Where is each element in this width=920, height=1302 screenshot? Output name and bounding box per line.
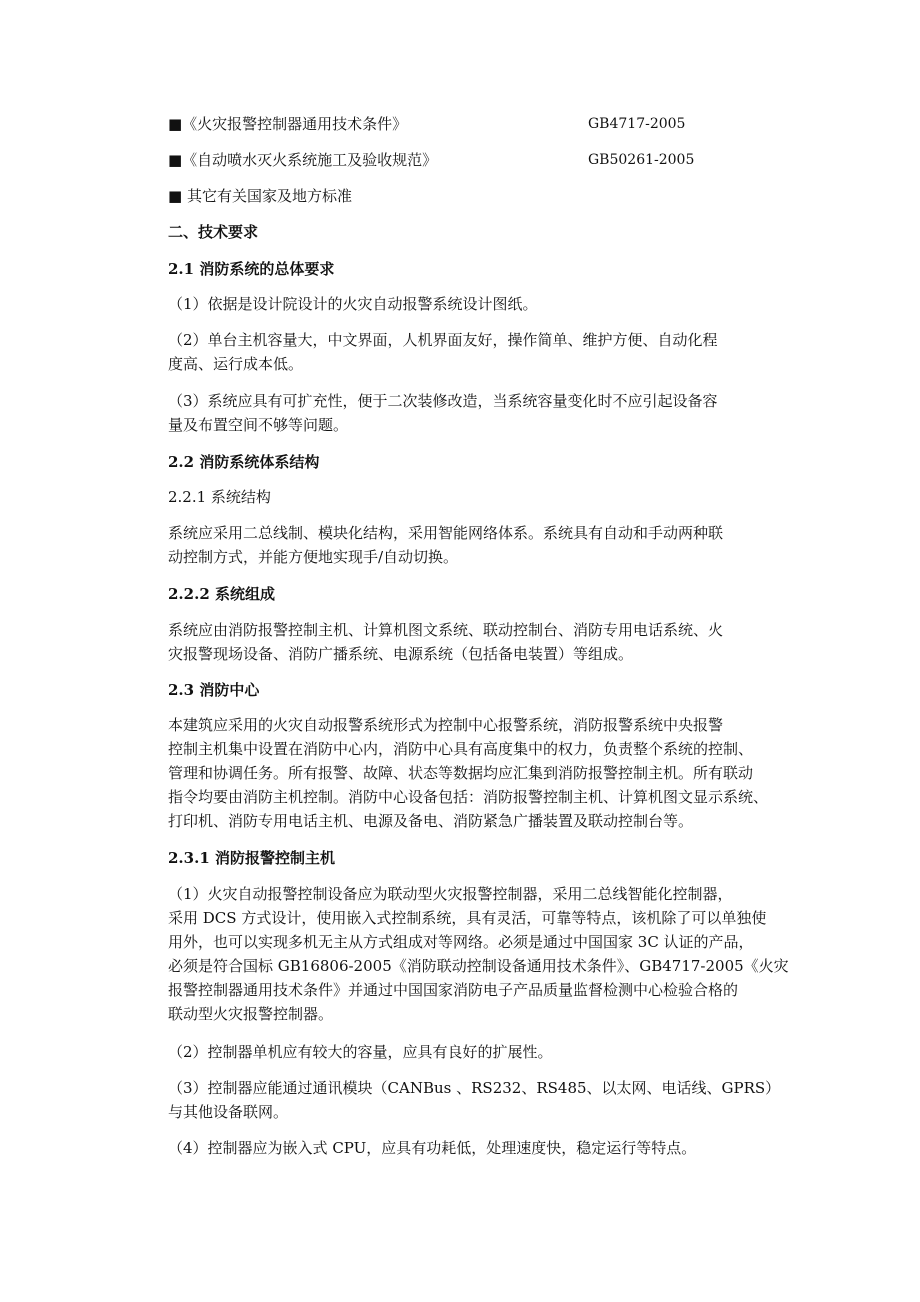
section-2-3-line-5: 打印机、消防专用电话主机、电源及备电、消防紧急广播装置及联动控制台等。 bbox=[168, 812, 694, 830]
section-2-heading: 二、技术要求 bbox=[168, 223, 259, 241]
section-2-1-heading: 2.1 消防系统的总体要求 bbox=[168, 260, 335, 278]
section-2-3-1-para-4: （4）控制器应为嵌入式 CPU，应具有功耗低，处理速度快，稳定运行等特点。 bbox=[168, 1139, 697, 1157]
section-2-3-1-para-1-line-1: （1）火灾自动报警控制设备应为联动型火灾报警控制器，采用二总线智能化控制器， bbox=[168, 885, 733, 903]
section-2-2-2-line-2: 灾报警现场设备、消防广播系统、电源系统（包括备电装置）等组成。 bbox=[168, 645, 634, 663]
section-2-1-para-3-line-1: （3）系统应具有可扩充性，便于二次装修改造，当系统容量变化时不应引起设备容 bbox=[168, 392, 718, 410]
section-2-3-1-heading: 2.3.1 消防报警控制主机 bbox=[168, 849, 335, 867]
section-2-3-line-2: 控制主机集中设置在消防中心内，消防中心具有高度集中的权力，负责整个系统的控制、 bbox=[168, 740, 754, 758]
section-2-2-2-heading: 2.2.2 系统组成 bbox=[168, 585, 275, 603]
section-2-3-line-4: 指令均要由消防主机控制。消防中心设备包括：消防报警控制主机、计算机图文显示系统、 bbox=[168, 788, 769, 806]
section-2-2-1-line-2: 动控制方式，并能方便地实现手/自动切换。 bbox=[168, 548, 459, 566]
section-2-2-1-line-1: 系统应采用二总线制、模块化结构，采用智能网络体系。系统具有自动和手动两种联 bbox=[168, 524, 724, 542]
standard-item-1-title: ■《火灾报警控制器通用技术条件》 bbox=[168, 115, 408, 133]
section-2-3-line-1: 本建筑应采用的火灾自动报警系统形式为控制中心报警系统，消防报警系统中央报警 bbox=[168, 716, 724, 734]
section-2-3-1-para-1-line-3: 用外，也可以实现多机无主从方式组成对等网络。必须是通过中国国家 3C 认证的产品， bbox=[168, 933, 754, 951]
section-2-1-para-1: （1）依据是设计院设计的火灾自动报警系统设计图纸。 bbox=[168, 295, 538, 313]
section-2-2-1-heading: 2.2.1 系统结构 bbox=[168, 488, 271, 506]
section-2-2-heading: 2.2 消防系统体系结构 bbox=[168, 453, 320, 471]
section-2-1-para-2-line-2: 度高、运行成本低。 bbox=[168, 355, 304, 373]
standard-item-3-title: ■ 其它有关国家及地方标准 bbox=[168, 187, 352, 205]
section-2-3-1-para-1-line-5: 报警控制器通用技术条件》并通过中国国家消防电子产品质量监督检测中心检验合格的 bbox=[168, 981, 739, 999]
section-2-3-1-para-3-line-2: 与其他设备联网。 bbox=[168, 1103, 289, 1121]
standard-item-2-title: ■《自动喷水灭火系统施工及验收规范》 bbox=[168, 151, 438, 169]
section-2-3-line-3: 管理和协调任务。所有报警、故障、状态等数据均应汇集到消防报警控制主机。所有联动 bbox=[168, 764, 754, 782]
section-2-3-heading: 2.3 消防中心 bbox=[168, 681, 260, 699]
standard-item-2-code: GB50261-2005 bbox=[588, 152, 695, 168]
section-2-3-1-para-1-line-6: 联动型火灾报警控制器。 bbox=[168, 1005, 334, 1023]
section-2-1-para-3-line-2: 量及布置空间不够等问题。 bbox=[168, 416, 349, 434]
section-2-3-1-para-2: （2）控制器单机应有较大的容量，应具有良好的扩展性。 bbox=[168, 1043, 553, 1061]
section-2-2-2-line-1: 系统应由消防报警控制主机、计算机图文系统、联动控制台、消防专用电话系统、火 bbox=[168, 621, 724, 639]
standard-item-1-code: GB4717-2005 bbox=[588, 116, 686, 132]
section-2-3-1-para-1-line-2: 采用 DCS 方式设计，使用嵌入式控制系统，具有灵活，可靠等特点，该机除了可以单独使 bbox=[168, 909, 767, 927]
section-2-1-para-2-line-1: （2）单台主机容量大，中文界面，人机界面友好，操作简单、维护方便、自动化程 bbox=[168, 331, 718, 349]
section-2-3-1-para-1-line-4: 必须是符合国标 GB16806-2005《消防联动控制设备通用技术条件》、GB4717-2005《火灾 bbox=[168, 957, 789, 975]
section-2-3-1-para-3-line-1: （3）控制器应能通过通讯模块（CANBus 、RS232、RS485、以太网、电话线、GPRS） bbox=[168, 1079, 781, 1097]
